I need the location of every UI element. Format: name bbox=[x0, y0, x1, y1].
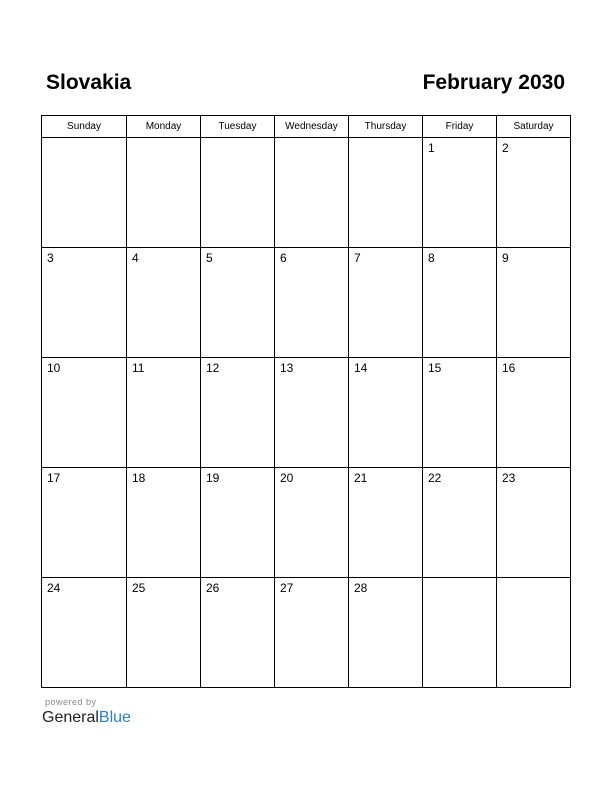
day-number bbox=[275, 138, 348, 141]
week-row bbox=[42, 248, 571, 358]
day-cell bbox=[127, 578, 201, 688]
day-number bbox=[497, 578, 570, 581]
day-cell bbox=[275, 138, 349, 248]
weekday-header: Sunday bbox=[42, 116, 127, 138]
day-cell bbox=[42, 468, 127, 578]
day-cell bbox=[497, 358, 571, 468]
day-number: 20 bbox=[280, 471, 294, 485]
day-cell bbox=[497, 138, 571, 248]
day-number: 13 bbox=[280, 361, 294, 375]
day-number: 27 bbox=[280, 581, 294, 595]
day-cell bbox=[42, 578, 127, 688]
day-cell bbox=[423, 248, 497, 358]
day-cell bbox=[201, 358, 275, 468]
day-cell bbox=[497, 248, 571, 358]
day-number: 19 bbox=[206, 471, 220, 485]
day-cell bbox=[127, 248, 201, 358]
day-number bbox=[42, 138, 126, 141]
week-row bbox=[42, 358, 571, 468]
day-cell bbox=[423, 358, 497, 468]
day-cell bbox=[201, 138, 275, 248]
day-cell bbox=[42, 358, 127, 468]
day-cell bbox=[275, 578, 349, 688]
day-number: 1 bbox=[428, 141, 435, 155]
day-cell bbox=[349, 358, 423, 468]
day-number: 5 bbox=[206, 251, 213, 265]
weekday-header: Thursday bbox=[349, 116, 423, 138]
weekday-header: Friday bbox=[423, 116, 497, 138]
day-number: 9 bbox=[502, 251, 509, 265]
brand-general: General bbox=[42, 709, 99, 726]
day-cell bbox=[349, 138, 423, 248]
day-cell bbox=[127, 358, 201, 468]
day-number bbox=[423, 578, 496, 581]
day-cell bbox=[201, 248, 275, 358]
weekday-header: Tuesday bbox=[201, 116, 275, 138]
generalblue-logo[interactable] bbox=[42, 709, 131, 727]
day-cell bbox=[349, 468, 423, 578]
day-cell bbox=[349, 578, 423, 688]
day-cell bbox=[423, 578, 497, 688]
day-number: 21 bbox=[354, 471, 368, 485]
day-number: 12 bbox=[206, 361, 220, 375]
day-number bbox=[127, 138, 200, 141]
day-cell bbox=[497, 468, 571, 578]
day-cell bbox=[127, 468, 201, 578]
day-number: 28 bbox=[354, 581, 368, 595]
day-number: 10 bbox=[47, 361, 61, 375]
day-number: 7 bbox=[354, 251, 361, 265]
day-number: 6 bbox=[280, 251, 287, 265]
powered-by-label: powered by bbox=[45, 697, 97, 707]
month-title: February 2030 bbox=[422, 71, 565, 94]
day-cell bbox=[201, 578, 275, 688]
day-cell bbox=[127, 138, 201, 248]
day-cell bbox=[423, 468, 497, 578]
weekday-header-row bbox=[42, 116, 571, 138]
day-cell bbox=[275, 248, 349, 358]
day-number: 26 bbox=[206, 581, 220, 595]
day-number: 17 bbox=[47, 471, 61, 485]
week-row bbox=[42, 138, 571, 248]
day-cell bbox=[275, 468, 349, 578]
day-number: 18 bbox=[132, 471, 146, 485]
day-number: 23 bbox=[502, 471, 516, 485]
day-cell bbox=[275, 358, 349, 468]
day-number: 15 bbox=[428, 361, 442, 375]
day-cell bbox=[423, 138, 497, 248]
day-number: 2 bbox=[502, 141, 509, 155]
day-cell bbox=[497, 578, 571, 688]
weekday-header: Wednesday bbox=[275, 116, 349, 138]
day-number bbox=[201, 138, 274, 141]
weekday-header: Monday bbox=[127, 116, 201, 138]
calendar-grid bbox=[41, 115, 571, 688]
brand-blue: Blue bbox=[98, 709, 131, 726]
day-cell bbox=[42, 248, 127, 358]
day-number: 8 bbox=[428, 251, 435, 265]
day-number: 25 bbox=[132, 581, 146, 595]
day-cell bbox=[201, 468, 275, 578]
day-cell bbox=[349, 248, 423, 358]
day-number: 11 bbox=[132, 361, 145, 375]
day-number: 16 bbox=[502, 361, 516, 375]
day-cell bbox=[42, 138, 127, 248]
day-number: 22 bbox=[428, 471, 442, 485]
country-title: Slovakia bbox=[46, 71, 132, 94]
week-row bbox=[42, 468, 571, 578]
week-row bbox=[42, 578, 571, 688]
day-number: 14 bbox=[354, 361, 368, 375]
day-number: 24 bbox=[47, 581, 61, 595]
day-number: 4 bbox=[132, 251, 139, 265]
weekday-header: Saturday bbox=[497, 116, 571, 138]
day-number: 3 bbox=[47, 251, 54, 265]
day-number bbox=[349, 138, 422, 141]
